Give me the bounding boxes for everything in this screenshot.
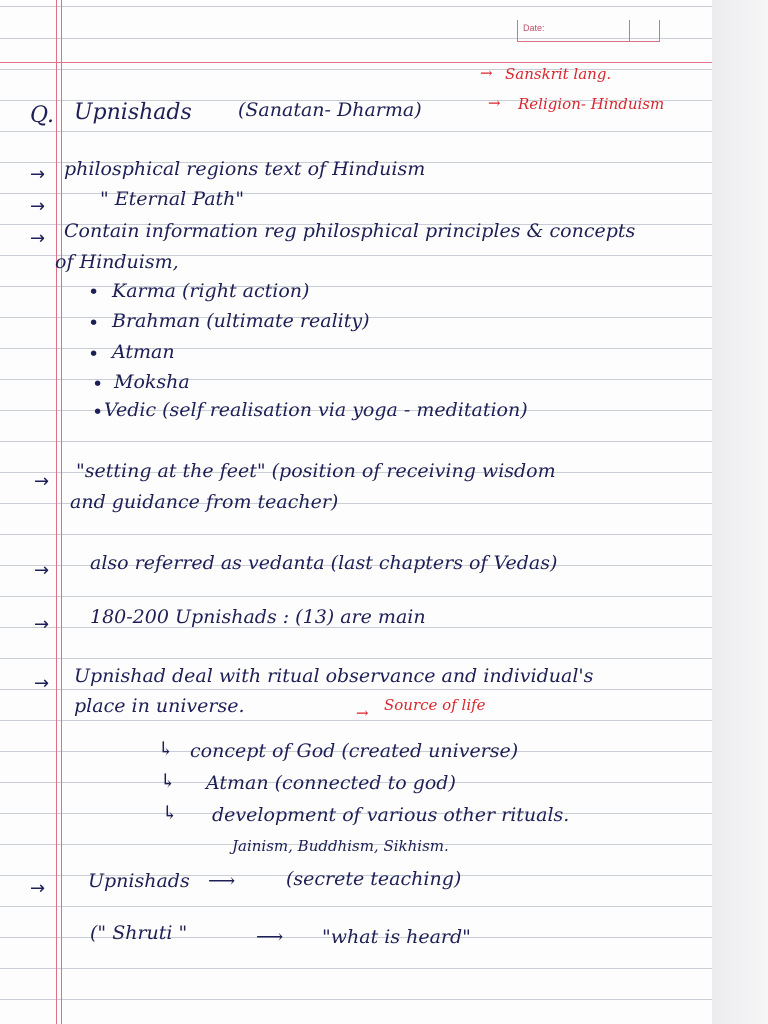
margin-line [61, 0, 62, 1024]
note-line: 180-200 Upnishads : (13) are main [90, 606, 426, 628]
note-line: Contain information reg philosphical principles & concepts [64, 220, 636, 242]
bullet-icon: • [92, 373, 104, 395]
note-line: Upnishad deal with ritual observance and individual's [74, 665, 594, 687]
arrow-icon: → [34, 614, 50, 635]
bullet-item: Moksha [114, 371, 190, 393]
bullet-icon: • [88, 281, 100, 303]
header-line [0, 62, 712, 63]
sub-point: Atman (connected to god) [206, 772, 456, 794]
date-box [517, 20, 660, 42]
arrow-icon: → [30, 878, 46, 899]
bullet-item: Vedic (self realisation via yoga - meditation) [104, 399, 528, 421]
hook-arrow-icon: ↳ [162, 802, 178, 824]
hook-arrow-icon: ↳ [160, 770, 176, 792]
page-subtitle: (Sanatan- Dharma) [238, 99, 422, 121]
note-line: "what is heard" [322, 926, 471, 948]
page-title: Upnishads [74, 100, 192, 125]
bullet-item: Karma (right action) [112, 280, 310, 302]
sub-point: concept of God (created universe) [190, 740, 519, 762]
hook-arrow-icon: ↳ [158, 738, 174, 760]
sanskrit-note: Sanskrit lang. [505, 65, 612, 83]
sub-point: development of various other rituals. [212, 804, 570, 826]
arrow-icon: → [34, 471, 50, 492]
note-arrow: → [488, 94, 501, 112]
arrow-icon: → [30, 164, 46, 185]
note-line: place in universe. [74, 695, 245, 717]
arrow-icon: → [34, 673, 50, 694]
arrow-icon: → [356, 704, 369, 722]
long-arrow-icon: ⟶ [256, 926, 284, 948]
date-label: Date: [523, 23, 545, 33]
note-line: " Eternal Path" [100, 188, 245, 210]
source-of-life-note: Source of life [384, 696, 486, 714]
bullet-icon: • [88, 312, 100, 334]
note-line: also referred as vedanta (last chapters of Vedas) [90, 552, 558, 574]
note-line: Upnishads [88, 870, 190, 892]
note-line: "setting at the feet" (position of receiving wisdom [76, 460, 556, 482]
sub-point: Jainism, Buddhism, Sikhism. [232, 837, 449, 855]
page-edge-shadow [712, 0, 768, 1024]
note-line: and guidance from teacher) [70, 491, 339, 513]
question-label: Q. [30, 103, 54, 128]
long-arrow-icon: ⟶ [208, 870, 236, 892]
note-line: of Hinduism, [55, 251, 179, 273]
bullet-icon: • [92, 401, 104, 423]
bullet-icon: • [88, 343, 100, 365]
bullet-item: Brahman (ultimate reality) [112, 310, 370, 332]
bullet-item: Atman [112, 341, 175, 363]
arrow-icon: → [34, 560, 50, 581]
date-box-divider [629, 20, 630, 41]
arrow-icon: → [30, 196, 46, 217]
arrow-icon: → [30, 228, 46, 249]
religion-note: Religion- Hinduism [518, 95, 665, 113]
note-line: philosphical regions text of Hinduism [64, 158, 426, 180]
margin-line [56, 0, 57, 1024]
note-arrow: → [480, 64, 493, 82]
note-line: (secrete teaching) [286, 868, 462, 890]
note-line: (" Shruti " [90, 922, 188, 944]
